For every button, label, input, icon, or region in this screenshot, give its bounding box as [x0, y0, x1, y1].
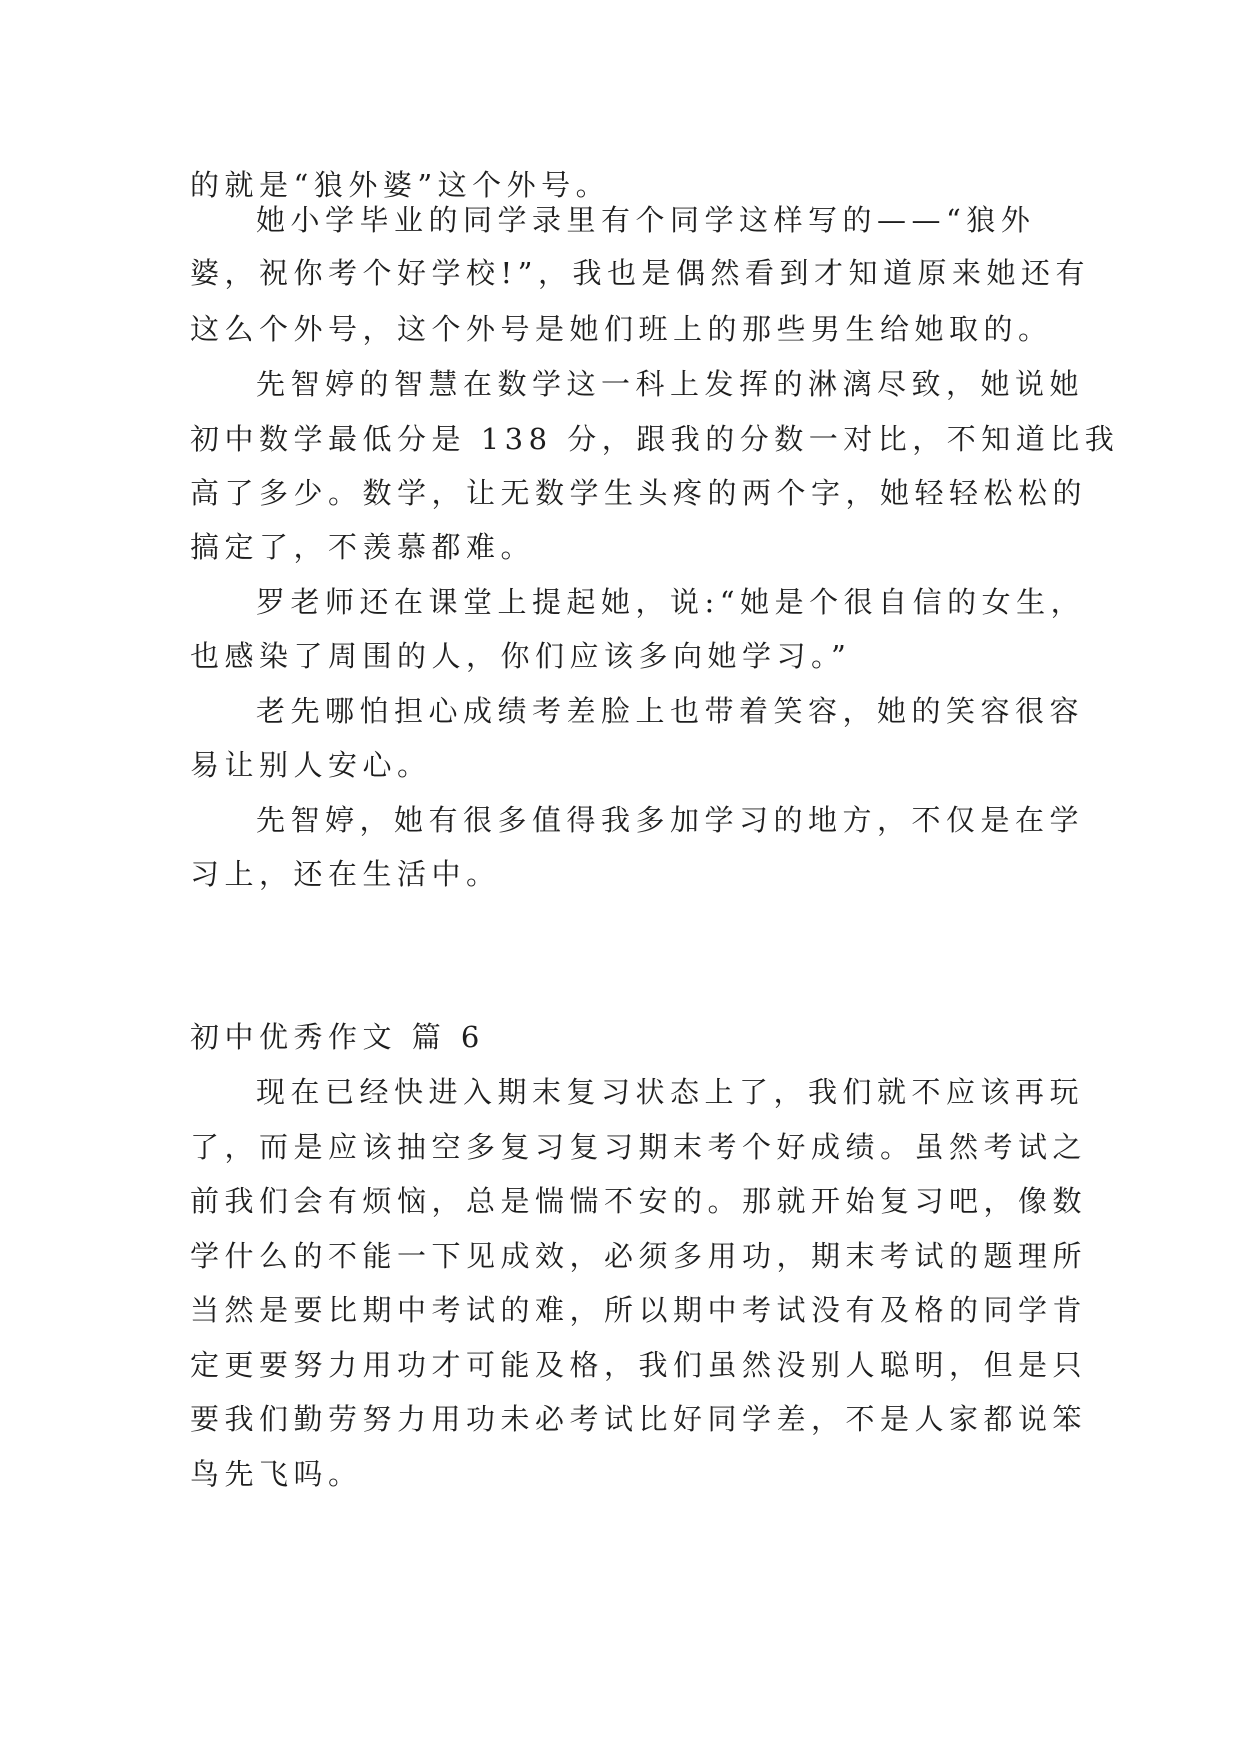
section-heading: 初中优秀作文 篇 6: [190, 1020, 485, 1054]
text-line: 了，而是应该抽空多复习复习期末考个好成绩。虽然考试之: [190, 1130, 1088, 1164]
text-line: 罗老师还在课堂上提起她，说:“她是个很自信的女生，: [256, 585, 1086, 619]
text-line: 前我们会有烦恼，总是惴惴不安的。那就开始复习吧，像数: [190, 1184, 1088, 1218]
text-line: 鸟先飞吗。: [190, 1457, 363, 1491]
text-line: 初中数学最低分是 138 分，跟我的分数一对比，不知道比我: [190, 422, 1120, 456]
text-line: 先智婷的智慧在数学这一科上发挥的淋漓尽致，她说她: [256, 367, 1085, 401]
text-line: 高了多少。数学，让无数学生头疼的两个字，她轻轻松松的: [190, 476, 1088, 510]
text-line: 老先哪怕担心成绩考差脸上也带着笑容，她的笑容很容: [256, 694, 1085, 728]
text-line: 先智婷，她有很多值得我多加学习的地方，不仅是在学: [256, 803, 1085, 837]
text-line: 搞定了，不羡慕都难。: [190, 530, 536, 564]
text-line: 当然是要比期中考试的难，所以期中考试没有及格的同学肯: [190, 1293, 1088, 1327]
text-line: 学什么的不能一下见成效，必须多用功，期末考试的题理所: [190, 1239, 1088, 1273]
text-line: 习上，还在生活中。: [190, 857, 501, 891]
text-line: 易让别人安心。: [190, 748, 432, 782]
text-line: 这么个外号，这个外号是她们班上的那些男生给她取的。: [190, 312, 1053, 346]
text-line: 她小学毕业的同学录里有个同学这样写的——“狼外: [256, 203, 1036, 237]
text-line: 要我们勤劳努力用功未必考试比好同学差，不是人家都说笨: [190, 1402, 1088, 1436]
text-line: 的就是“狼外婆”这个外号。: [190, 168, 611, 202]
text-line: 婆，祝你考个好学校!”，我也是偶然看到才知道原来她还有: [190, 256, 1090, 290]
text-line: 也感染了周围的人，你们应该多向她学习。”: [190, 639, 852, 673]
text-line: 定更要努力用功才可能及格，我们虽然没别人聪明，但是只: [190, 1348, 1088, 1382]
text-line: 现在已经快进入期末复习状态上了，我们就不应该再玩: [256, 1075, 1085, 1109]
